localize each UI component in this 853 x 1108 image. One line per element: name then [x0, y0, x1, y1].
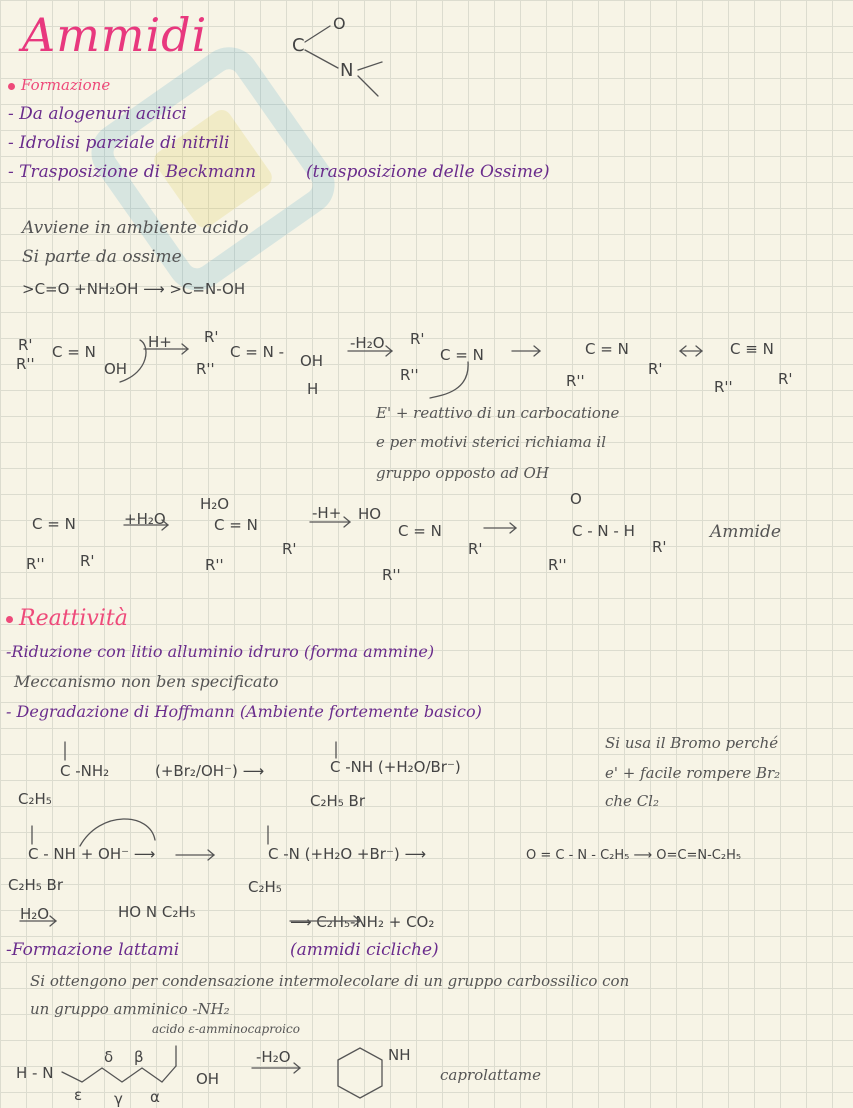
r3-a: R': [410, 330, 425, 348]
hoffmann-eq2-mid-sub: C₂H₅: [248, 878, 282, 896]
hoffmann-eq3-right: ⟶ C₂H₅-NH₂ + CO₂: [290, 913, 435, 931]
title-formula-n: N: [340, 60, 354, 81]
formazione-item-2: - Idrolisi parziale di nitrili: [8, 133, 230, 153]
r5-b: R'': [714, 378, 733, 396]
acid-oh: OH: [196, 1070, 220, 1088]
s3-c: C = N: [398, 522, 442, 540]
side-note-1: Si usa il Bromo perché: [605, 734, 779, 752]
s1-arrow-label: +H₂O: [124, 510, 166, 528]
eq2-curly-arrow: [80, 819, 155, 846]
s4-a: R': [652, 538, 667, 556]
r2-arrow-label: -H₂O: [350, 334, 385, 352]
r2-a: R': [204, 328, 219, 346]
hoffmann-eq3-arrow-label: H₂O: [20, 905, 50, 923]
hoffmann-eq2-right: O = C - N - C₂H₅ ⟶ O=C=N-C₂H₅: [526, 848, 742, 863]
hoffmann-eq2-left: C - NH + OH⁻ ⟶: [28, 845, 156, 863]
lattami-note: (ammidi cicliche): [290, 940, 439, 960]
lattam-arrow-label: -H₂O: [256, 1048, 291, 1066]
title-formula-o: O: [333, 14, 346, 33]
title-bond-n2: [358, 76, 378, 96]
lattami-line-2: un gruppo amminico -NH₂: [30, 1000, 230, 1018]
beckmann-eq-1: >C=O +NH₂OH ⟶ >C=N-OH: [22, 280, 246, 298]
beckmann-note: (trasposizione delle Ossime): [306, 162, 550, 182]
side-note-3: che Cl₂: [605, 792, 659, 810]
s2-a: R': [282, 540, 297, 558]
r1-oh: OH: [104, 360, 128, 378]
title-formula-c: C: [292, 35, 305, 56]
hoffmann-eq3-left: HO N C₂H₅: [118, 903, 196, 921]
r3-curly-arrow: [430, 362, 468, 398]
r4-b: R'': [566, 372, 585, 390]
formazione-item-3: - Trasposizione di Beckmann: [8, 162, 257, 182]
r5-c: C ≡ N: [730, 340, 774, 358]
lattami-line-1: Si ottengono per condensazione intermolecolare di un gruppo carbossilico con: [30, 972, 630, 990]
s2-h2o: H₂O: [200, 495, 230, 513]
beckmann-line-1: Avviene in ambiente acido: [22, 218, 249, 238]
greek-gamma: γ: [114, 1090, 123, 1108]
s3-b: R'': [382, 566, 401, 584]
greek-alpha: α: [150, 1088, 160, 1106]
s2-b: R'': [205, 556, 224, 574]
greek-epsilon: ε: [74, 1086, 83, 1104]
s1-c: C = N: [32, 515, 76, 533]
side-note-2: e' + facile rompere Br₂: [605, 764, 781, 782]
title-bond-n1: [358, 62, 382, 70]
r1-c: C = N: [52, 343, 96, 361]
acid-formula: H - N: [16, 1064, 54, 1082]
hoffmann-eq2-sub: C₂H₅ Br: [8, 876, 64, 894]
hoffmann-eq2-mid: C -N (+H₂O +Br⁻) ⟶: [268, 845, 426, 863]
r1-arrow-label: H+: [148, 333, 172, 351]
ammide-product-label: Ammide: [710, 522, 781, 542]
r5-a: R': [778, 370, 793, 388]
r1-a: R': [18, 336, 33, 354]
greek-beta: β: [134, 1048, 144, 1066]
s3-ho: HO: [358, 505, 382, 523]
r1-b: R'': [16, 355, 35, 373]
mechanism-note-3: gruppo opposto ad OH: [376, 464, 549, 482]
r2-h: H: [307, 380, 319, 398]
caprolactam-ring: [338, 1048, 382, 1098]
hoffmann-eq1-left: C -NH₂: [60, 762, 110, 780]
formazione-item-1: - Da alogenuri acilici: [8, 104, 187, 124]
page-title: Ammidi: [22, 8, 208, 62]
hoffmann-eq1-reagent: (+Br₂/OH⁻) ⟶: [155, 762, 265, 780]
reattivita-line-1: -Riduzione con litio alluminio idruro (forma ammine): [6, 642, 435, 661]
hoffmann-eq1-right-sub: C₂H₅ Br: [310, 792, 366, 810]
mechanism-note-1: E' + reattivo di un carbocatione: [376, 404, 620, 422]
s2-arrow-label: -H+: [312, 504, 342, 522]
acid-label: acido ε-amminocaproico: [152, 1022, 300, 1036]
reattivita-line-3: - Degradazione di Hoffmann (Ambiente fortemente basico): [6, 702, 482, 721]
r3-b: R'': [400, 366, 419, 384]
title-bond-cn: [305, 50, 338, 68]
s3-a: R': [468, 540, 483, 558]
title-bond-co: [305, 26, 330, 42]
r3-c: C = N: [440, 346, 484, 364]
hoffmann-eq1-r: C₂H₅: [18, 790, 52, 808]
beckmann-line-2: Si parte da ossime: [22, 247, 182, 267]
r4-c: C = N: [585, 340, 629, 358]
r2-c: C = N -: [230, 343, 284, 361]
r1-curly-arrow: [120, 340, 146, 382]
s1-b: R'': [26, 555, 45, 573]
r2-b: R'': [196, 360, 215, 378]
formazione-heading: Formazione: [8, 76, 110, 94]
s2-c: C = N: [214, 516, 258, 534]
r2-oh: OH: [300, 352, 324, 370]
greek-delta: δ: [104, 1048, 114, 1066]
r4-a: R': [648, 360, 663, 378]
reattivita-line-2: Meccanismo non ben specificato: [14, 672, 279, 691]
hoffmann-eq1-right: C -NH (+H₂O/Br⁻): [330, 758, 461, 776]
reattivita-heading: Reattività: [6, 606, 128, 631]
caprolattame-label: caprolattame: [440, 1066, 541, 1084]
lattami-heading: -Formazione lattami: [6, 940, 180, 960]
s4-b: R'': [548, 556, 567, 574]
mechanism-note-2: e per motivi sterici richiama il: [376, 433, 607, 451]
s4-o: O: [570, 490, 582, 508]
s1-a: R': [80, 552, 95, 570]
acid-chain: [62, 1066, 176, 1082]
caprolattame-nh: NH: [388, 1046, 411, 1064]
s4-c: C - N - H: [572, 522, 635, 540]
